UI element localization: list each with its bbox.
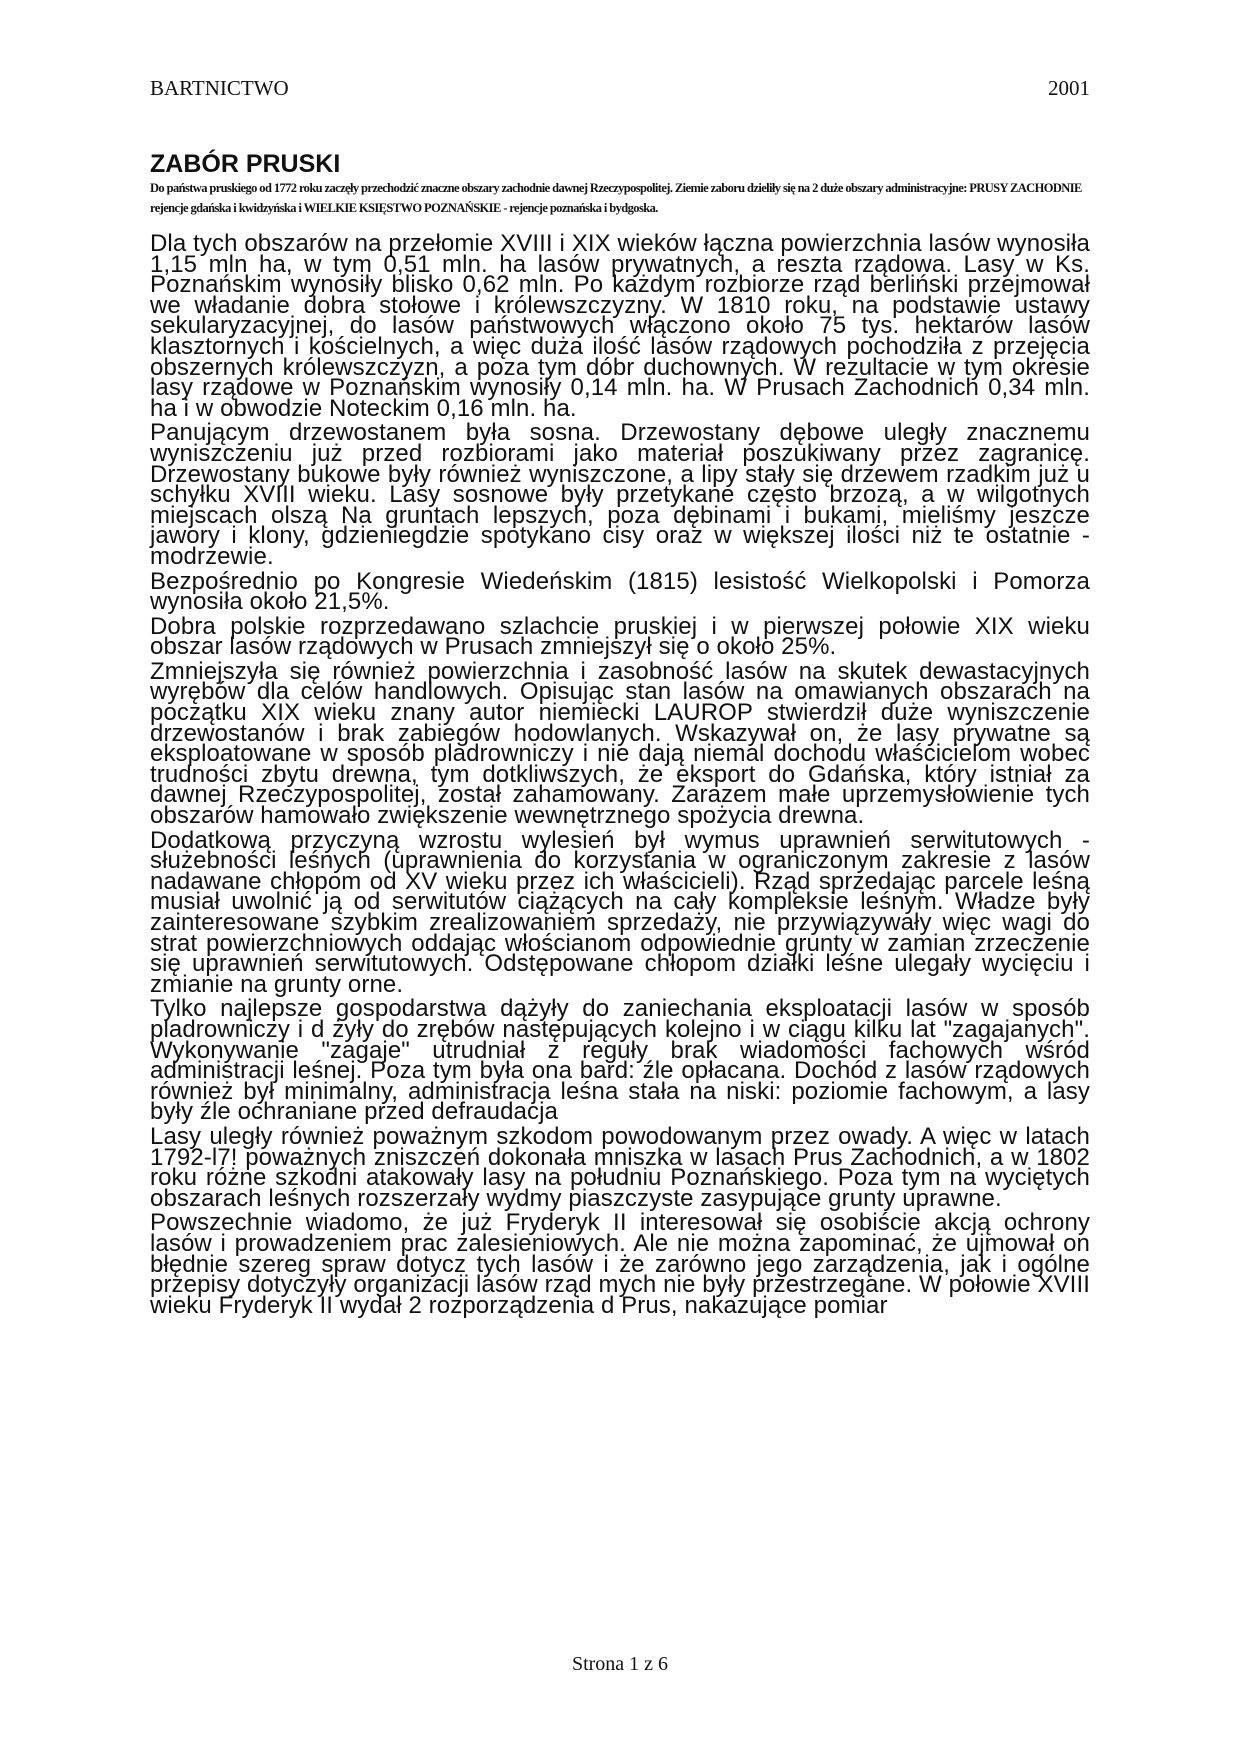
paragraph: Dodatkową przyczyną wzrostu wylesień był wymus uprawnień serwitutowych - służebności leśnych (uprawnienia do korzystania w ograniczonym zakresie z lasów nadawane chłopom od XV wieku przez ich właścicieli). Rząd sprzedając parcele leśną musiał uwolnić ją od serwitutów ciążących na cały kompleksie leśnym. Władze były zainteresowane szybkim zrealizowaniem sprzedaży, nie przywiązywały więc wagi do strat powierzchniowych oddając włościanom odpowiednie grunty w zamian zrzeczenie się uprawnień serwitutowych. Odstępowane chłopom działki leśne ulegały wycięciu i zmianie na grunty orne. [150,826,1090,998]
paragraph: Bezpośrednio po Kongresie Wiedeńskim (1815) lesistość Wielkopolski i Pomorza wynosiła około 21,5%. [150,567,1090,616]
page-number: Strona 1 z 6 [571,1653,669,1675]
paragraph: Lasy uległy również poważnym szkodom powodowanym przez owady. A więc w latach 1792-l7! poważnych zniszczeń dokonała mniszka w lasach Prus Zachodnich, a w 1802 roku różne szkodni atakowały lasy na południu Poznańskiego. Poza tym na wyciętych obszarach leśnych rozszerzały wydmy piaszczyste zasypujące grunty uprawne. [150,1122,1090,1212]
section-title: ZABÓR PRUSKI [150,150,341,178]
paragraph: Dla tych obszarów na przełomie XVIII i XIX wieków łączna powierzchnia lasów wynosiła 1,15 mln ha, w tym 0,51 mln. ha lasów prywatnych, a reszta rządowa. Lasy w Ks. Poznańskim wynosiły blisko 0,62 mln. Po każdym rozbiorze rząd berliński przejmował we władanie dobra stołowe i królewszczyzny. W 1810 roku, na podstawie ustawy sekularyzacyjnej, do lasów państwowych włączono około 75 tys. hektarów lasów klasztornych i kościelnych, a więc duża ilość lasów rządowych pochodziła z przejęcia obszernych królewszczyzn, a poza tym dóbr duchownych. W rezultacie w tym okresie lasy rządowe w Poznańskim wynosiły 0,14 mln. ha. W Prusach Zachodnich 0,34 mln. ha i w obwodzie Noteckim 0,16 mln. ha. [150,230,1090,422]
page-header [150,76,1090,106]
paragraph: Zmniejszyła się również powierzchnia i zasobność lasów na skutek dewastacyjnych wyrębów dla celów handlowych. Opisując stan lasów na omawianych obszarach na początku XIX wieku znany autor niemiecki LAUROP stwierdził duże wyniszczenie drzewostanów i brak zabiegów hodowlanych. Wskazywał on, że lasy prywatne są eksploatowane w sposób pladrowniczy i nie dają niemal dochodu właścicielom wobec trudności zbytu drewna, tym dotkliwszych, że eksport do Gdańska, który istniał za dawnej Rzeczypospolitej, został zahamowany. Zarazem małe uprzemysłowienie tych obszarów hamowało zwiększenie wewnętrznego spożycia drewna. [150,657,1090,830]
paragraph: Powszechnie wiadomo, że już Fryderyk II interesował się osobiście akcją ochrony lasów i prowadzeniem prac zalesieniowych. Ale nie można zapominać, że ujmował on błędnie szereg spraw dotycz tych lasów i że zarówno jego zarządzenia, jak i ogólne przepisy dotyczyły organizacji lasów rząd mych nie były przestrzegane. W połowie XVIII wieku Fryderyk II wydał 2 rozporządzenia d Prus, nakazujące pomiar [150,1209,1090,1319]
header-year: 2001 [1048,76,1090,100]
body-text [150,230,1090,1319]
header-title: BARTNICTWO [150,76,289,100]
paragraph: Tylko najlepsze gospodarstwa dążyły do zaniechania eksploatacji lasów w sposób pladrowniczy i d żyły do zrębów następujących kolejno i w ciągu kilku lat "zagajanych". Wykonywanie "zagaje" utrudniał z reguły brak wiadomości fachowych wśród administracji leśnej. Poza tym była ona bard: źle opłacana. Dochód z lasów rządowych również był minimalny, administracja leśna stała na niski: poziomie fachowym, a lasy były źle ochraniane przed defraudacja [150,995,1090,1126]
paragraph: Dobra polskie rozprzedawano szlachcie pruskiej i w pierwszej połowie XIX wieku obszar lasów rządowych w Prusach zmniejszył się o około 25%. [150,612,1090,661]
document-content [150,150,1090,1320]
section-intro: Do państwa pruskiego od 1772 roku zaczęły przechodzić znaczne obszary zachodnie dawnej Rzeczypospolitej. Ziemie zaboru dzieliły się na 2 duże obszary administracyjne: PRUSY ZACHODNIE rejencje gdańska i kwidzyńska i WIELKIE KSIĘSTWO POZNAŃSKIE - rejencje poznańska i bydgoska. [150,181,1082,215]
page-footer [0,1653,1240,1676]
paragraph: Panującym drzewostanem była sosna. Drzewostany dębowe uległy znacznemu wyniszczeniu już przed rozbiorami jako materiał poszukiwany przez zagranicę. Drzewostany bukowe były również wyniszczone, a lipy stały się drzewem rzadkim już u schyłku XVIII wieku. Lasy sosnowe były przetykane często brzozą, a w wilgotnych miejscach olszą Na gruntach lepszych, poza dębinami i bukami, mieliśmy jeszcze jawory i klony, gdzieniegdzie spotykano cisy oraz w większej ilości niż te ostatnie - modrzewie. [150,419,1090,570]
